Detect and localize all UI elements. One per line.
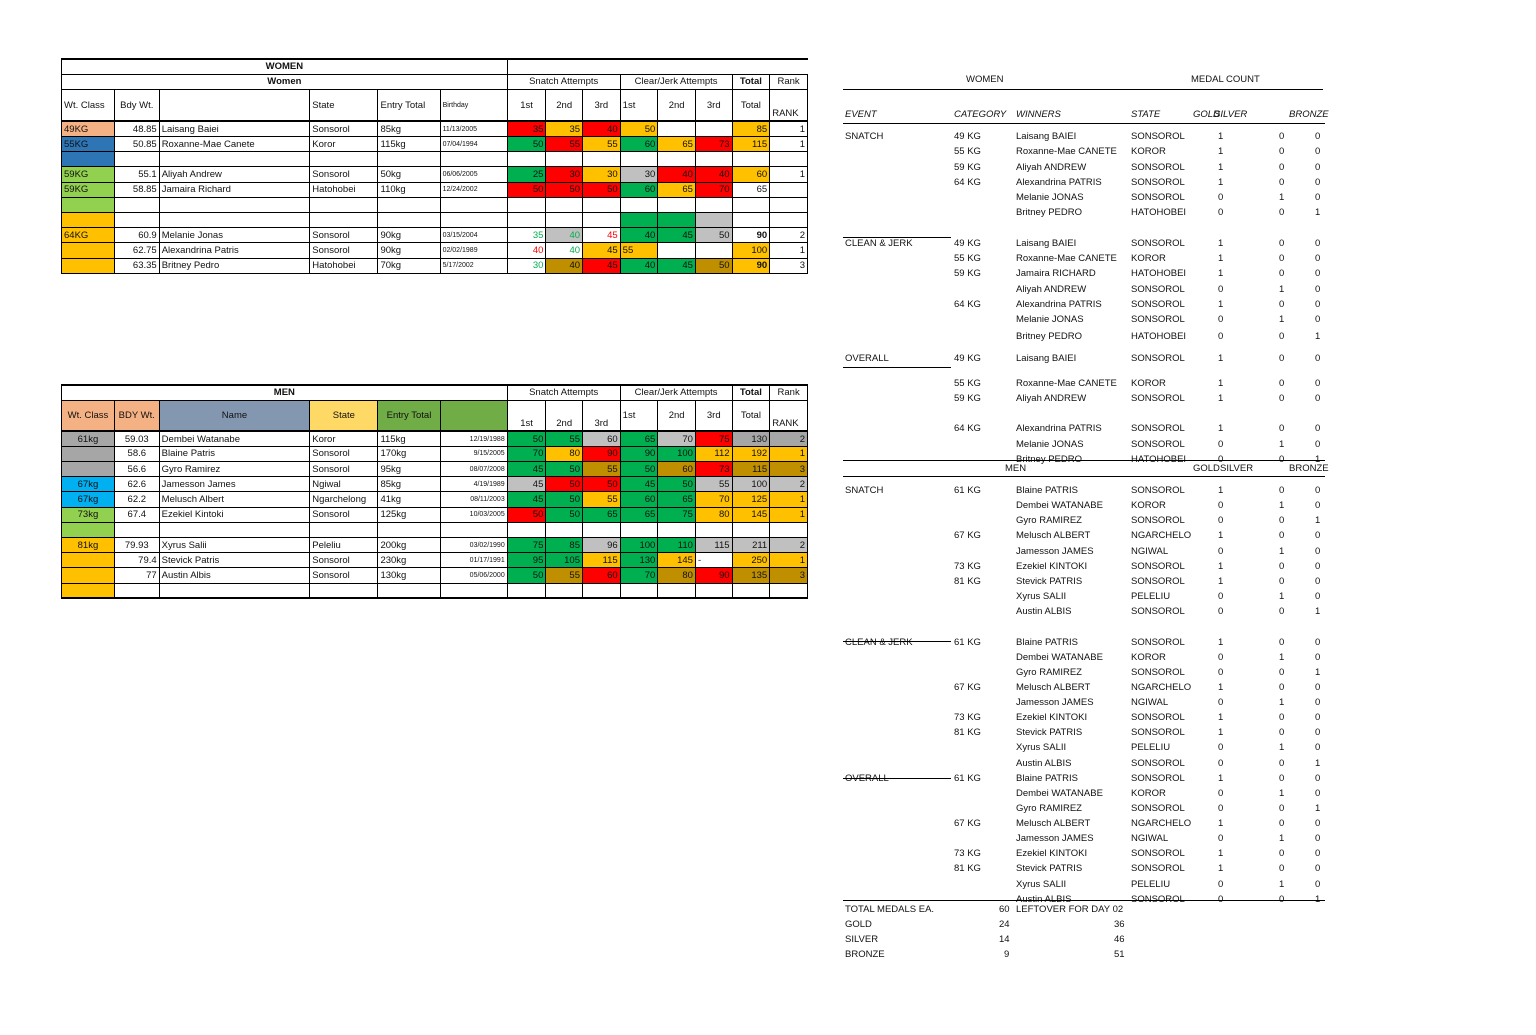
- medal-row: Aliyah ANDREW SONSOROL 0 1 0: [1016, 284, 1321, 295]
- medal-row: OVERALL 61 KG Blaine PATRIS SONSOROL 1 0 0: [845, 773, 1321, 784]
- total-group-header: Total: [732, 74, 770, 89]
- medal-row: Gyro RAMIREZ SONSOROL 0 0 1: [1016, 515, 1321, 526]
- medal-row: Gyro RAMIREZ SONSOROL 0 0 1: [1016, 803, 1321, 814]
- women-table-subtitle: Women: [62, 74, 508, 89]
- table-row: 62.75 Alexandrina Patris Sonsorol 90kg 02/02/1989 40 40 45 55 100 1: [62, 243, 808, 258]
- medal-row: Austin ALBIS SONSOROL 0 0 1: [1016, 894, 1321, 905]
- medal-row: Xyrus SALII PELELIU 0 1 0: [1016, 591, 1321, 602]
- table-row: 56.6 Gyro Ramirez Sonsorol 95kg 08/07/2008 45 50 55 50 60 73 115 3: [62, 462, 808, 477]
- gold-total-row: GOLD 24 36: [845, 919, 1125, 930]
- women-title: WOMEN: [966, 74, 1004, 85]
- medal-row: Britney PEDRO HATOHOBEI 0 0 1: [1016, 207, 1321, 218]
- totals-row: TOTAL MEDALS EA. 60 LEFTOVER FOR DAY 02: [845, 904, 1124, 915]
- snatch-attempts-header: Snatch Attempts: [507, 74, 620, 89]
- col-s3: 3rd: [583, 89, 621, 121]
- col-bdy-wt: Bdy Wt.: [114, 89, 159, 121]
- medal-count-title: MEDAL COUNT: [1191, 74, 1260, 85]
- medal-row: CLEAN & JERK 61 KG Blaine PATRIS SONSOROL 1 0 0: [845, 637, 1321, 648]
- col-s1: 1st: [507, 400, 546, 431]
- col-bdy-wt: BDY Wt.: [114, 400, 159, 431]
- medal-header-row: EVENT CATEGORY WINNERS STATE GOLD SILVER BRONZE: [845, 109, 1329, 120]
- table-row: 59KG 55.1 Aliyah Andrew Sonsorol 50kg 06/06/2005 25 30 30 30 40 40 60 1: [62, 167, 808, 182]
- col-entry-total: Entry Total: [378, 89, 440, 121]
- table-row: 63.35 Britney Pedro Hatohobei 70kg 5/17/2002 30 40 45 40 45 50 90 3: [62, 258, 808, 273]
- col-wt-class: Wt. Class: [62, 400, 115, 431]
- col-name: Name: [159, 400, 310, 431]
- total-group-header: Total: [732, 385, 770, 400]
- medal-row: Jamesson JAMES NGIWAL 0 1 0: [1016, 697, 1321, 708]
- table-row: 67kg 62.6 Jamesson James Ngiwal 85kg 4/19/1989 45 50 50 45 50 55 100 2: [62, 477, 808, 492]
- medal-row: 81 KG Stevick PATRIS SONSOROL 1 0 0: [954, 576, 1321, 587]
- medal-row: SNATCH 61 KG Blaine PATRIS SONSOROL 1 0 0: [845, 485, 1321, 496]
- table-row: 79.4 Stevick Patris Sonsorol 230kg 01/17/1991 95 105 115 130 145 - 250 1: [62, 553, 808, 568]
- col-c2: 2nd: [658, 400, 696, 431]
- table-row: 61kg 59.03 Dembei Watanabe Koror 115kg 12/19/1988 50 55 60 65 70 75 130 2: [62, 431, 808, 446]
- medal-row: Melanie JONAS SONSOROL 0 1 0: [1016, 439, 1321, 450]
- table-row: 55KG 50.85 Roxanne-Mae Canete Koror 115kg 07/04/1994 50 55 55 60 65 73 115 1: [62, 137, 808, 152]
- medal-row: Jamesson JAMES NGIWAL 0 1 0: [1016, 546, 1321, 557]
- table-row: 73kg 67.4 Ezekiel Kintoki Sonsorol 125kg 10/03/2005 50 50 65 65 75 80 145 1: [62, 507, 808, 522]
- medal-row: Britney PEDRO HATOHOBEI 0 0 1: [1016, 454, 1321, 465]
- medal-row: Dembei WATANABE KOROR 0 1 0: [1016, 500, 1321, 511]
- medal-row: OVERALL 49 KG Laisang BAIEI SONSOROL 1 0 0: [845, 353, 1321, 364]
- medal-row: Melanie JONAS SONSOROL 0 1 0: [1016, 314, 1321, 325]
- medal-row: 64 KG Alexandrina PATRIS SONSOROL 1 0 0: [954, 423, 1321, 434]
- col-total: Total: [732, 400, 770, 431]
- col-rank: RANK: [770, 89, 808, 121]
- col-c3: 3rd: [695, 89, 732, 121]
- cj-attempts-header: Clear/Jerk Attempts: [620, 385, 732, 400]
- table-row: 59KG 58.85 Jamaira Richard Hatohobei 110kg 12/24/2002 50 50 50 60 65 70 65: [62, 182, 808, 197]
- women-results-table: [61, 58, 808, 274]
- medal-row: 59 KG Aliyah ANDREW SONSOROL 1 0 0: [954, 393, 1321, 404]
- table-row: 58.6 Blaine Patris Sonsorol 170kg 9/15/2005 70 80 90 90 100 112 192 1: [62, 446, 808, 461]
- col-birthday: Birthday: [440, 89, 507, 121]
- medal-row: 81 KG Stevick PATRIS SONSOROL 1 0 0: [954, 727, 1321, 738]
- snatch-attempts-header: Snatch Attempts: [507, 385, 620, 400]
- col-wt-class: Wt. Class: [62, 89, 115, 121]
- cj-attempts-header: Clear/Jerk Attempts: [620, 74, 732, 89]
- table-row: 67kg 62.2 Melusch Albert Ngarchelong 41kg 08/11/2003 45 50 55 60 65 70 125 1: [62, 492, 808, 507]
- medal-row: Austin ALBIS SONSOROL 0 0 1: [1016, 758, 1321, 769]
- medal-row: Xyrus SALII PELELIU 0 1 0: [1016, 742, 1321, 753]
- medal-row: SNATCH 49 KG Laisang BAIEI SONSOROL 1 0 0: [845, 131, 1321, 142]
- table-row: 49KG 48.85 Laisang Baiei Sonsorol 85kg 11/13/2005 35 35 40 50 85 1: [62, 121, 808, 136]
- rank-group-header: Rank: [770, 74, 808, 89]
- medal-row: Dembei WATANABE KOROR 0 1 0: [1016, 788, 1321, 799]
- men-medal-header-row: MEN GOLD SILVER BRONZE: [1005, 463, 1329, 474]
- col-s2: 2nd: [546, 400, 583, 431]
- col-birthday: [440, 400, 507, 431]
- medal-row: 55 KG Roxanne-Mae CANETE KOROR 1 0 0: [954, 253, 1321, 264]
- women-table-title: WOMEN: [62, 59, 508, 74]
- medal-row: 64 KG Alexandrina PATRIS SONSOROL 1 0 0: [954, 177, 1321, 188]
- col-state: State: [310, 89, 378, 121]
- table-row: 64KG 60.9 Melanie Jonas Sonsorol 90kg 03/15/2004 35 40 45 40 45 50 90 2: [62, 228, 808, 243]
- col-c2: 2nd: [658, 89, 696, 121]
- table-row: 81kg 79.93 Xyrus Salii Peleliu 200kg 03/02/1990 75 85 96 100 110 115 211 2: [62, 538, 808, 553]
- medal-row: 59 KG Aliyah ANDREW SONSOROL 1 0 0: [954, 162, 1321, 173]
- col-c1: 1st: [620, 89, 658, 121]
- medal-row: 64 KG Alexandrina PATRIS SONSOROL 1 0 0: [954, 299, 1321, 310]
- medal-row: CLEAN & JERK 49 KG Laisang BAIEI SONSOROL 1 0 0: [845, 238, 1321, 249]
- col-s1: 1st: [507, 89, 546, 121]
- medal-row: 73 KG Ezekiel KINTOKI SONSOROL 1 0 0: [954, 561, 1321, 572]
- medal-row: 59 KG Jamaira RICHARD HATOHOBEI 1 0 0: [954, 268, 1321, 279]
- medal-row: 67 KG Melusch ALBERT NGARCHELO 1 0 0: [954, 818, 1321, 829]
- medal-count-title-row: [843, 73, 1325, 87]
- medal-row: Austin ALBIS SONSOROL 0 0 1: [1016, 606, 1321, 617]
- medal-row: 81 KG Stevick PATRIS SONSOROL 1 0 0: [954, 863, 1321, 874]
- medal-row: Britney PEDRO HATOHOBEI 0 0 1: [1016, 331, 1321, 342]
- medal-row: Melanie JONAS SONSOROL 0 1 0: [1016, 192, 1321, 203]
- men-results-table: [61, 384, 808, 599]
- medal-row: 73 KG Ezekiel KINTOKI SONSOROL 1 0 0: [954, 848, 1321, 859]
- silver-total-row: SILVER 14 46: [845, 934, 1125, 945]
- col-total: Total: [732, 89, 770, 121]
- rank-group-header: Rank: [770, 385, 808, 400]
- col-s2: 2nd: [546, 89, 583, 121]
- medal-row: Gyro RAMIREZ SONSOROL 0 0 1: [1016, 667, 1321, 678]
- medal-row: Dembei WATANABE KOROR 0 1 0: [1016, 652, 1321, 663]
- medal-row: 55 KG Roxanne-Mae CANETE KOROR 1 0 0: [954, 378, 1321, 389]
- col-entry-total: Entry Total: [378, 400, 440, 431]
- medal-row: Xyrus SALII PELELIU 0 1 0: [1016, 879, 1321, 890]
- col-c3: 3rd: [695, 400, 732, 431]
- men-table-title: MEN: [62, 385, 508, 400]
- table-row: 77 Austin Albis Sonsorol 130kg 05/06/2000 50 55 60 70 80 90 135 3: [62, 568, 808, 583]
- medal-row: 55 KG Roxanne-Mae CANETE KOROR 1 0 0: [954, 146, 1321, 157]
- col-name: [159, 89, 310, 121]
- col-s3: 3rd: [583, 400, 621, 431]
- bronze-total-row: BRONZE 9 51: [845, 949, 1125, 960]
- col-state: State: [310, 400, 378, 431]
- col-rank: RANK: [770, 400, 808, 431]
- medal-row: 67 KG Melusch ALBERT NGARCHELO 1 0 0: [954, 530, 1321, 541]
- medal-row: 73 KG Ezekiel KINTOKI SONSOROL 1 0 0: [954, 712, 1321, 723]
- medal-row: Jamesson JAMES NGIWAL 0 1 0: [1016, 833, 1321, 844]
- col-c1: 1st: [620, 400, 658, 431]
- medal-row: 67 KG Melusch ALBERT NGARCHELO 1 0 0: [954, 682, 1321, 693]
